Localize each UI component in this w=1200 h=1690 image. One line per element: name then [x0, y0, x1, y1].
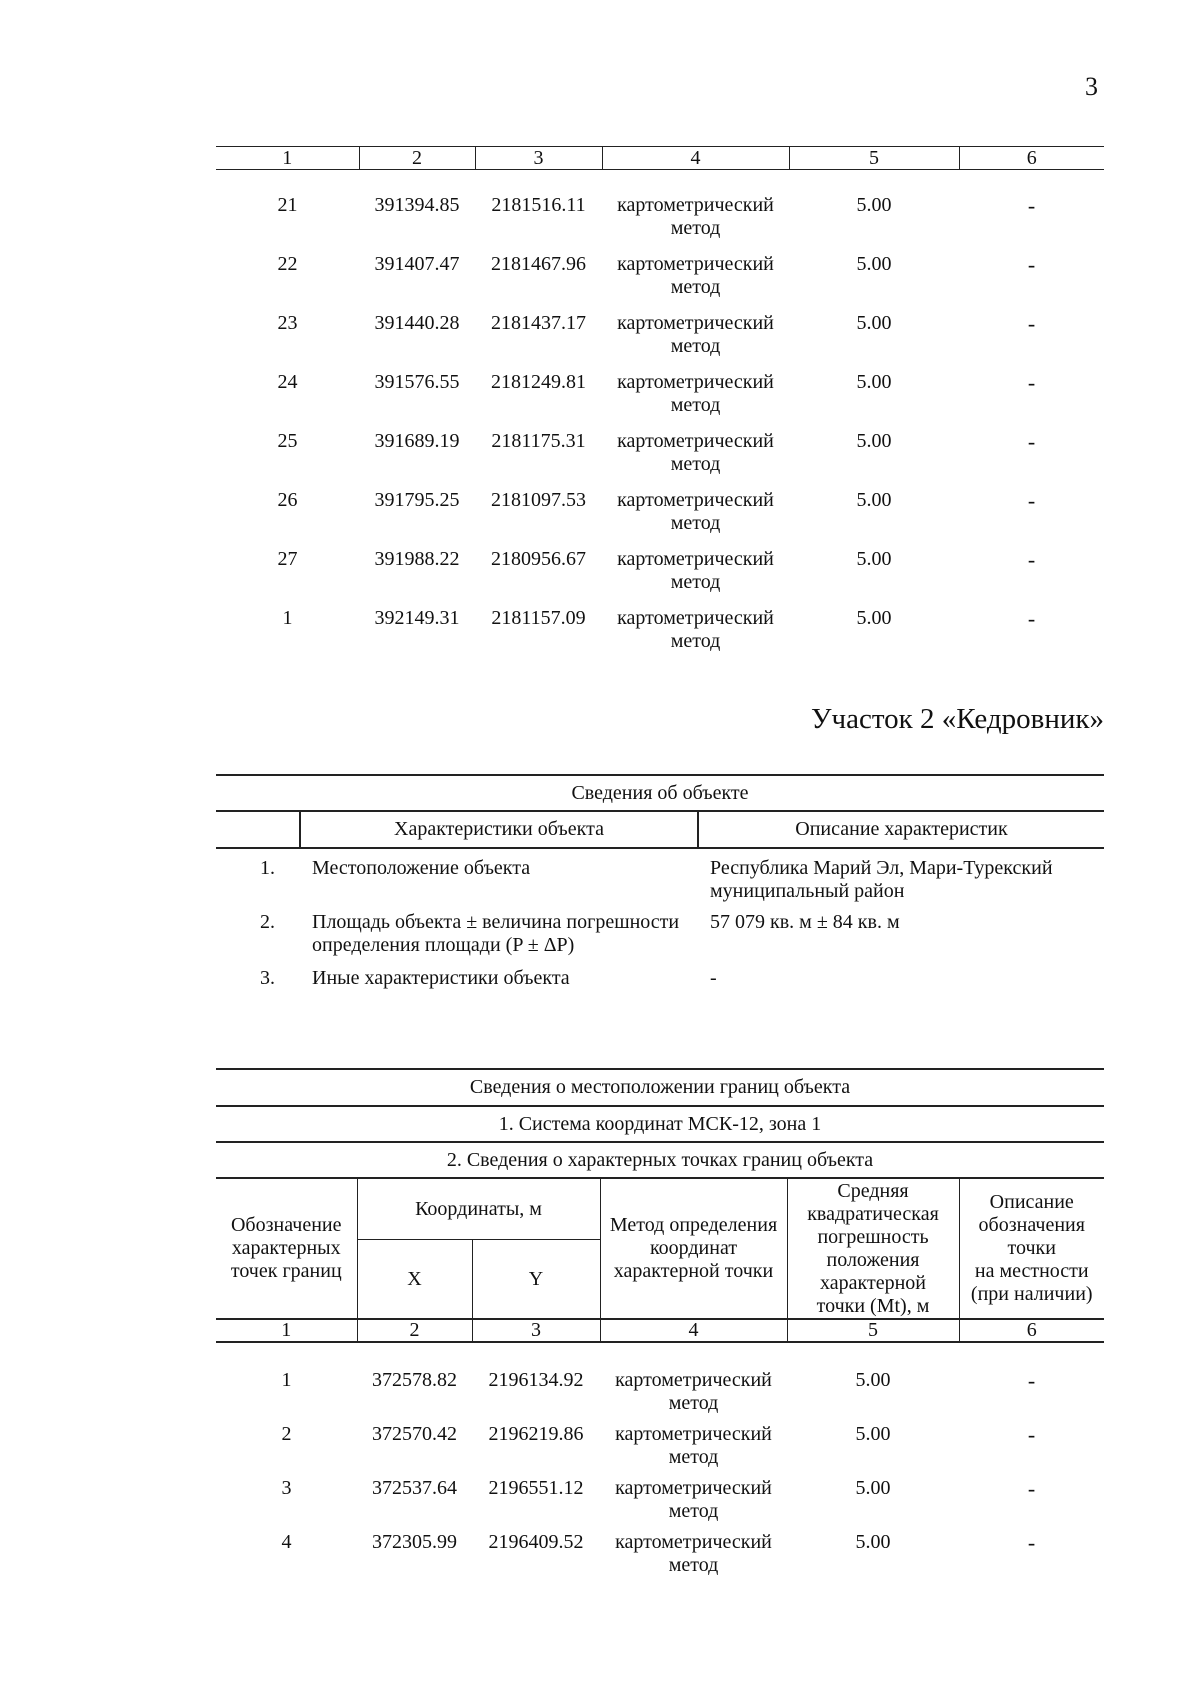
object-info-caption-row: [216, 775, 1104, 811]
coord-x: 391988.22: [374, 548, 460, 570]
characteristic: Иные характеристики объекта: [312, 967, 570, 989]
boundaries-caption-row: [216, 1069, 1104, 1106]
coordinate-system-row: [216, 1106, 1104, 1142]
characteristic: Местоположение объекта: [312, 857, 531, 879]
col-num-6: 6: [959, 147, 1104, 170]
col-num-3: 3: [472, 1319, 600, 1342]
col-num-2: 2: [359, 147, 475, 170]
coord-y: 2180956.67: [491, 548, 586, 570]
method: картометрический метод: [617, 430, 774, 475]
coord-x: 391407.47: [374, 253, 460, 275]
points-caption-row: [216, 1142, 1104, 1178]
section-title: Участок 2 «Кедровник»: [810, 703, 1104, 735]
characteristic-value: Республика Марий Эл, Мари-Турекский муниципальный район: [710, 857, 1053, 902]
mt-error: 5.00: [855, 1369, 891, 1391]
mt-error: 5.00: [856, 194, 892, 216]
object-info-caption: Сведения об объекте: [216, 775, 1104, 811]
point-description: -: [1027, 1530, 1036, 1555]
point-id: 23: [277, 312, 298, 334]
header-x: X: [357, 1240, 472, 1320]
object-info-header-row: [216, 811, 1104, 848]
point-description: -: [1027, 547, 1036, 572]
col-num-5: 5: [789, 147, 959, 170]
coord-y: 2196134.92: [488, 1369, 584, 1391]
col-description: Описание характеристик: [698, 811, 1104, 848]
point-description: -: [1027, 252, 1036, 277]
point-id: 24: [277, 371, 298, 393]
point-description: -: [1027, 1422, 1036, 1447]
header-error: Средняя квадратическая погрешность положения характерной точки (Mt), м: [787, 1178, 959, 1319]
coord-y: 2196219.86: [488, 1423, 584, 1445]
coord-x: 372537.64: [372, 1477, 457, 1499]
mt-error: 5.00: [856, 253, 892, 275]
header-method: Метод определения координат характерной точки: [600, 1178, 787, 1319]
object-info-table: [216, 774, 1104, 999]
table-row: [216, 371, 1104, 430]
col-num-4: 4: [602, 147, 789, 170]
point-id: 22: [277, 253, 298, 275]
method: картометрический метод: [617, 548, 774, 593]
coord-y: 2181175.31: [491, 430, 586, 452]
coord-x: 372570.42: [372, 1423, 457, 1445]
point-id: 27: [277, 548, 298, 570]
coord-x: 391440.28: [374, 312, 460, 334]
point-id: 21: [277, 194, 298, 216]
point-description: -: [1027, 1476, 1036, 1501]
point-id: 2: [281, 1423, 292, 1445]
point-description: -: [1027, 370, 1036, 395]
table-row: [216, 430, 1104, 489]
header-designation: Обозначение характерных точек границ: [216, 1178, 357, 1319]
mt-error: 5.00: [856, 430, 892, 452]
coord-x: 372578.82: [372, 1369, 457, 1391]
table-row: [216, 253, 1104, 312]
coordinate-system: 1. Система координат МСК-12, зона 1: [216, 1106, 1104, 1142]
point-id: 25: [277, 430, 298, 452]
coord-y: 2196551.12: [488, 1477, 584, 1499]
coord-y: 2196409.52: [488, 1531, 584, 1553]
coord-x: 391689.19: [374, 430, 460, 452]
coord-x: 391795.25: [374, 489, 460, 511]
table-row: [216, 1423, 1104, 1477]
point-id: 1: [282, 607, 293, 629]
characteristic-value: 57 079 кв. м ± 84 кв. м: [710, 911, 900, 933]
table-row: [216, 1531, 1104, 1585]
method: картометрический метод: [617, 312, 774, 357]
method: картометрический метод: [615, 1369, 772, 1414]
mt-error: 5.00: [855, 1477, 891, 1499]
coord-x: 391576.55: [374, 371, 460, 393]
mt-error: 5.00: [855, 1531, 891, 1553]
table-row: [216, 489, 1104, 548]
row-number: 2.: [260, 911, 275, 933]
table-row: [216, 548, 1104, 607]
point-description: -: [1027, 606, 1036, 631]
point-id: 3: [281, 1477, 292, 1499]
row-number: 1.: [260, 857, 275, 879]
col-characteristics: Характеристики объекта: [300, 811, 698, 848]
mt-error: 5.00: [856, 548, 892, 570]
method: картометрический метод: [617, 194, 774, 239]
column-number-row: [216, 147, 1104, 170]
col-num-2: 2: [357, 1319, 472, 1342]
characteristic-value: -: [710, 967, 717, 989]
table-row: [216, 959, 1104, 999]
characteristic: Площадь объекта ± величина погрешности определения площади (P ± ΔP): [312, 911, 680, 956]
coord-y: 2181157.09: [491, 607, 586, 629]
coord-x: 372305.99: [372, 1531, 457, 1553]
point-description: -: [1027, 193, 1036, 218]
header-y: Y: [472, 1240, 600, 1320]
col-num-1: 1: [216, 1319, 357, 1342]
table-row: [216, 848, 1104, 903]
col-num-4: 4: [600, 1319, 787, 1342]
col-num-3: 3: [475, 147, 602, 170]
boundaries-caption: Сведения о местоположении границ объекта: [216, 1069, 1104, 1106]
point-description: -: [1027, 488, 1036, 513]
table-row: [216, 607, 1104, 666]
header-row: [216, 1178, 1104, 1240]
table-row: [216, 903, 1104, 959]
page-number: 3: [1085, 72, 1098, 101]
mt-error: 5.00: [856, 312, 892, 334]
coord-x: 391394.85: [374, 194, 460, 216]
table-row: [216, 312, 1104, 371]
row-number: 3.: [260, 967, 275, 989]
col-num-6: 6: [959, 1319, 1104, 1342]
point-description: -: [1027, 1368, 1036, 1393]
mt-error: 5.00: [856, 607, 892, 629]
column-number-row: [216, 1319, 1104, 1342]
coord-y: 2181097.53: [491, 489, 586, 511]
header-description: Описание обозначения точки на местности (при наличии): [959, 1178, 1104, 1319]
method: картометрический метод: [615, 1477, 772, 1522]
coord-y: 2181437.17: [491, 312, 586, 334]
mt-error: 5.00: [856, 489, 892, 511]
boundary-points-table: [216, 1068, 1104, 1585]
method: картометрический метод: [617, 371, 774, 416]
coord-y: 2181467.96: [491, 253, 586, 275]
col-num-1: 1: [216, 147, 359, 170]
coord-x: 392149.31: [374, 607, 460, 629]
point-id: 26: [277, 489, 298, 511]
coord-y: 2181516.11: [491, 194, 586, 216]
point-description: -: [1027, 429, 1036, 454]
method: картометрический метод: [615, 1531, 772, 1576]
col-num-5: 5: [787, 1319, 959, 1342]
method: картометрический метод: [617, 489, 774, 534]
method: картометрический метод: [617, 607, 774, 652]
coordinates-table-continued: [216, 146, 1104, 666]
mt-error: 5.00: [856, 371, 892, 393]
table-row: [216, 1369, 1104, 1423]
method: картометрический метод: [615, 1423, 772, 1468]
coord-y: 2181249.81: [491, 371, 586, 393]
method: картометрический метод: [617, 253, 774, 298]
table-row: [216, 194, 1104, 253]
table-row: [216, 1477, 1104, 1531]
point-id: 1: [281, 1369, 292, 1391]
header-coordinates: Координаты, м: [357, 1178, 600, 1240]
mt-error: 5.00: [855, 1423, 891, 1445]
points-caption: 2. Сведения о характерных точках границ объекта: [216, 1142, 1104, 1178]
point-description: -: [1027, 311, 1036, 336]
point-id: 4: [281, 1531, 292, 1553]
